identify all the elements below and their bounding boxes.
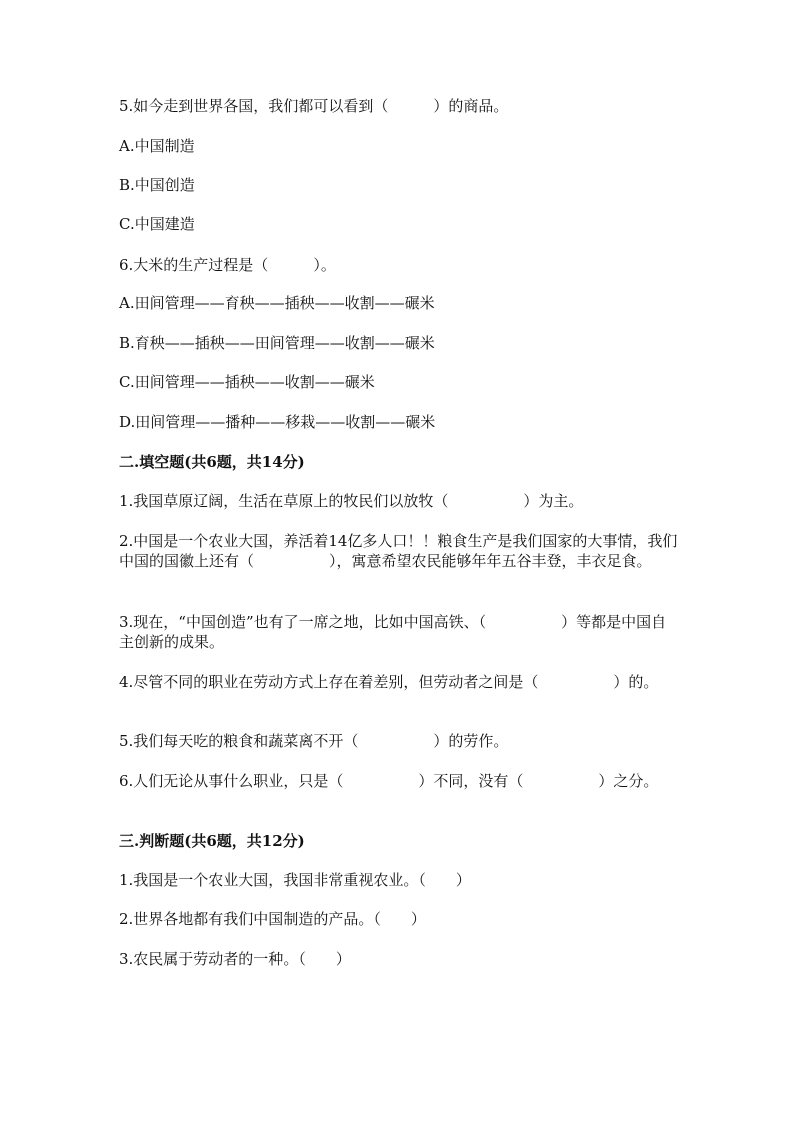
question-5-option-a: A.中国制造: [119, 137, 195, 155]
question-5-option-b: B.中国创造: [119, 176, 195, 194]
true-false-question-3: 3.农民属于劳动者的一种。（ ）: [119, 950, 351, 968]
question-5-option-c: C.中国建造: [119, 215, 195, 233]
fill-in-section-heading: 二.填空题(共6题，共14分): [119, 453, 305, 471]
question-5-stem: 5.如今走到世界各国，我们都可以看到（ ）的商品。: [119, 97, 509, 115]
fill-in-question-6: 6.人们无论从事什么职业，只是（ ）不同，没有（ ）之分。: [119, 772, 659, 790]
fill-in-question-3: 3.现在，“中国创造”也有了一席之地，比如中国高铁、（ ）等都是中国自主创新的成果。: [119, 613, 667, 651]
true-false-question-1: 1.我国是一个农业大国，我国非常重视农业。（ ）: [119, 871, 471, 889]
fill-in-question-1: 1.我国草原辽阔，生活在草原上的牧民们以放牧（ ）为主。: [119, 492, 584, 510]
fill-in-question-5: 5.我们每天吃的粮食和蔬菜离不开（ ）的劳作。: [119, 732, 509, 750]
true-false-question-2: 2.世界各地都有我们中国制造的产品。（ ）: [119, 910, 426, 928]
fill-in-question-2: 2.中国是一个农业大国，养活着14亿多人口！！粮食生产是我们国家的大事情，我们中国的国徽上还有（ ），寓意希望农民能够年年五谷丰登，丰衣足食。: [119, 532, 678, 570]
question-6-option-a: A.田间管理——育秧——插秧——收割——碾米: [119, 294, 435, 312]
fill-in-question-4: 4.尽管不同的职业在劳动方式上存在着差别，但劳动者之间是（ ）的。: [119, 673, 659, 691]
question-6-option-c: C.田间管理——插秧——收割——碾米: [119, 373, 375, 391]
question-6-stem: 6.大米的生产过程是（ ）。: [119, 256, 336, 274]
true-false-section-heading: 三.判断题(共6题，共12分): [119, 832, 305, 850]
question-6-option-b: B.育秧——插秧——田间管理——收割——碾米: [119, 334, 435, 352]
question-6-option-d: D.田间管理——播种——移栽——收割——碾米: [119, 413, 436, 431]
